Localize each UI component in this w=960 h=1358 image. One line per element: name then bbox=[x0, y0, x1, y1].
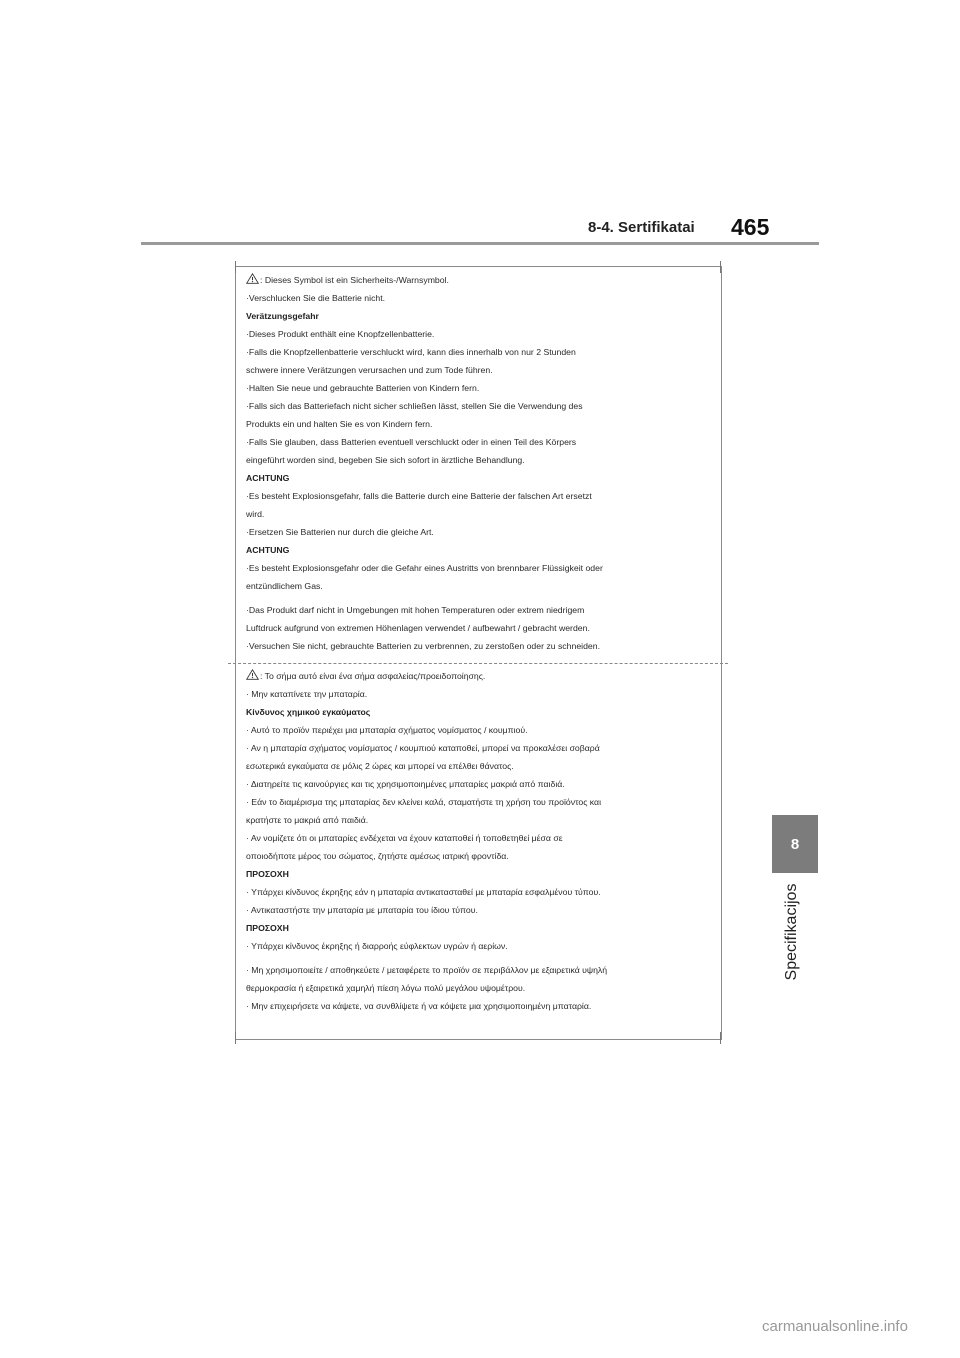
crop-mark bbox=[720, 1032, 721, 1044]
crop-mark bbox=[235, 1032, 236, 1044]
text-line: · Αντικαταστήστε την μπαταρία με μπαταρία του ίδιου τύπου. bbox=[246, 905, 478, 915]
section-title: 8-4. Sertifikatai bbox=[588, 219, 695, 236]
text-line: · Μη χρησιμοποιείτε / αποθηκεύετε / μεταφέρετε το προϊόν σε περιβάλλον με εξαιρετικά υψηλή bbox=[246, 965, 608, 975]
greek-lines bbox=[246, 685, 716, 1015]
text-line: ·Verschlucken Sie die Batterie nicht. bbox=[246, 293, 386, 303]
text-line: entzündlichem Gas. bbox=[246, 581, 323, 591]
chapter-label: Specifikacijos bbox=[783, 883, 800, 981]
german-warning-section bbox=[246, 271, 716, 655]
text-line: · Υπάρχει κίνδυνος έκρηξης εάν η μπαταρία αντικατασταθεί με μπαταρία εσφαλμένου τύπου. bbox=[246, 887, 601, 897]
text-line: · Υπάρχει κίνδυνος έκρηξης ή διαρροής εύφλεκτων υγρών ή αερίων. bbox=[246, 941, 508, 951]
text-line: wird. bbox=[246, 509, 265, 519]
text-line: · Διατηρείτε τις καινούργιες και τις χρησιμοποιημένες μπαταρίες μακριά από παιδιά. bbox=[246, 779, 565, 789]
greek-symbol-line: : Το σήμα αυτό είναι ένα σήμα ασφαλείας/προειδοποίησης. bbox=[246, 667, 716, 685]
page-number: 465 bbox=[731, 214, 770, 240]
scanned-certificate bbox=[235, 266, 722, 1040]
text-line: schwere innere Verätzungen verursachen und zum Tode führen. bbox=[246, 365, 493, 375]
text-line: οποιοδήποτε μέρος του σώματος, ζητήστε αμέσως ιατρική φροντίδα. bbox=[246, 851, 509, 861]
text-line: · Εάν το διαμέρισμα της μπαταρίας δεν κλείνει καλά, σταματήστε τη χρήση του προϊόντος και bbox=[246, 797, 601, 807]
section-heading: ACHTUNG bbox=[246, 545, 290, 555]
text-line: ·Dieses Produkt enthält eine Knopfzellenbatterie. bbox=[246, 329, 435, 339]
text-line: Luftdruck aufgrund von extremen Höhenlagen verwendet / aufbewahrt / gebracht werden. bbox=[246, 623, 590, 633]
text-line: · Αν νομίζετε ότι οι μπαταρίες ενδέχεται να έχουν καταποθεί ή τοποθετηθεί μέσα σε bbox=[246, 833, 563, 843]
warning-triangle-icon bbox=[246, 273, 259, 284]
text-line: · Αν η μπαταρία σχήματος νομίσματος / κουμπιού καταποθεί, μπορεί να προκαλέσει σοβαρά bbox=[246, 743, 600, 753]
header-rule bbox=[141, 242, 819, 245]
greek-warning-section bbox=[246, 667, 716, 1015]
warning-triangle-icon bbox=[246, 669, 259, 680]
text-line: κρατήστε το μακριά από παιδιά. bbox=[246, 815, 369, 825]
text-line: · Μην επιχειρήσετε να κάψετε, να συνθλίψετε ή να κόψετε μια χρησιμοποιημένη μπαταρία. bbox=[246, 1001, 592, 1011]
text-line: eingeführt worden sind, begeben Sie sich sofort in ärztliche Behandlung. bbox=[246, 455, 525, 465]
crop-mark bbox=[720, 261, 721, 273]
text-line: θερμοκρασία ή εξαιρετικά χαμηλή πίεση λόγω πολύ μεγάλου υψομέτρου. bbox=[246, 983, 526, 993]
section-divider bbox=[228, 663, 728, 664]
german-lines bbox=[246, 289, 716, 655]
section-heading: ACHTUNG bbox=[246, 473, 290, 483]
text-line: εσωτερικά εγκαύματα σε μόλις 2 ώρες και μπορεί να επέλθει θάνατος. bbox=[246, 761, 514, 771]
section-heading: Κίνδυνος χημικού εγκαύματος bbox=[246, 707, 371, 717]
section-heading: ΠΡΟΣΟΧΗ bbox=[246, 923, 289, 933]
watermark: carmanualsonline.info bbox=[762, 1318, 908, 1335]
text-line: ·Falls sich das Batteriefach nicht sicher schließen lässt, stellen Sie die Verwendung des bbox=[246, 401, 583, 411]
text-line: ·Es besteht Explosionsgefahr oder die Gefahr eines Austritts von brennbarer Flüssigkeit oder bbox=[246, 563, 603, 573]
section-heading: ΠΡΟΣΟΧΗ bbox=[246, 869, 289, 879]
text-line: ·Ersetzen Sie Batterien nur durch die gleiche Art. bbox=[246, 527, 434, 537]
crop-mark bbox=[235, 261, 236, 273]
text-line: · Μην καταπίνετε την μπαταρία. bbox=[246, 689, 368, 699]
text-line: ·Es besteht Explosionsgefahr, falls die Batterie durch eine Batterie der falschen Art ersetzt bbox=[246, 491, 592, 501]
chapter-tab bbox=[772, 815, 818, 873]
text-line: ·Versuchen Sie nicht, gebrauchte Batterien zu verbrennen, zu zerstoßen oder zu schneiden. bbox=[246, 641, 600, 651]
text-line: · Αυτό το προϊόν περιέχει μια μπαταρία σχήματος νομίσματος / κουμπιού. bbox=[246, 725, 528, 735]
text-line: ·Falls Sie glauben, dass Batterien eventuell verschluckt oder in einen Teil des Körpers bbox=[246, 437, 577, 447]
german-symbol-line: : Dieses Symbol ist ein Sicherheits-/Warnsymbol. bbox=[246, 271, 716, 289]
text-line: ·Das Produkt darf nicht in Umgebungen mit hohen Temperaturen oder extrem niedrigem bbox=[246, 605, 585, 615]
text-line: ·Falls die Knopfzellenbatterie verschluckt wird, kann dies innerhalb von nur 2 Stunden bbox=[246, 347, 576, 357]
section-heading: Verätzungsgefahr bbox=[246, 311, 319, 321]
chapter-number: 8 bbox=[790, 835, 800, 853]
text-line: ·Halten Sie neue und gebrauchte Batterien von Kindern fern. bbox=[246, 383, 480, 393]
text-line: Produkts ein und halten Sie es von Kindern fern. bbox=[246, 419, 433, 429]
